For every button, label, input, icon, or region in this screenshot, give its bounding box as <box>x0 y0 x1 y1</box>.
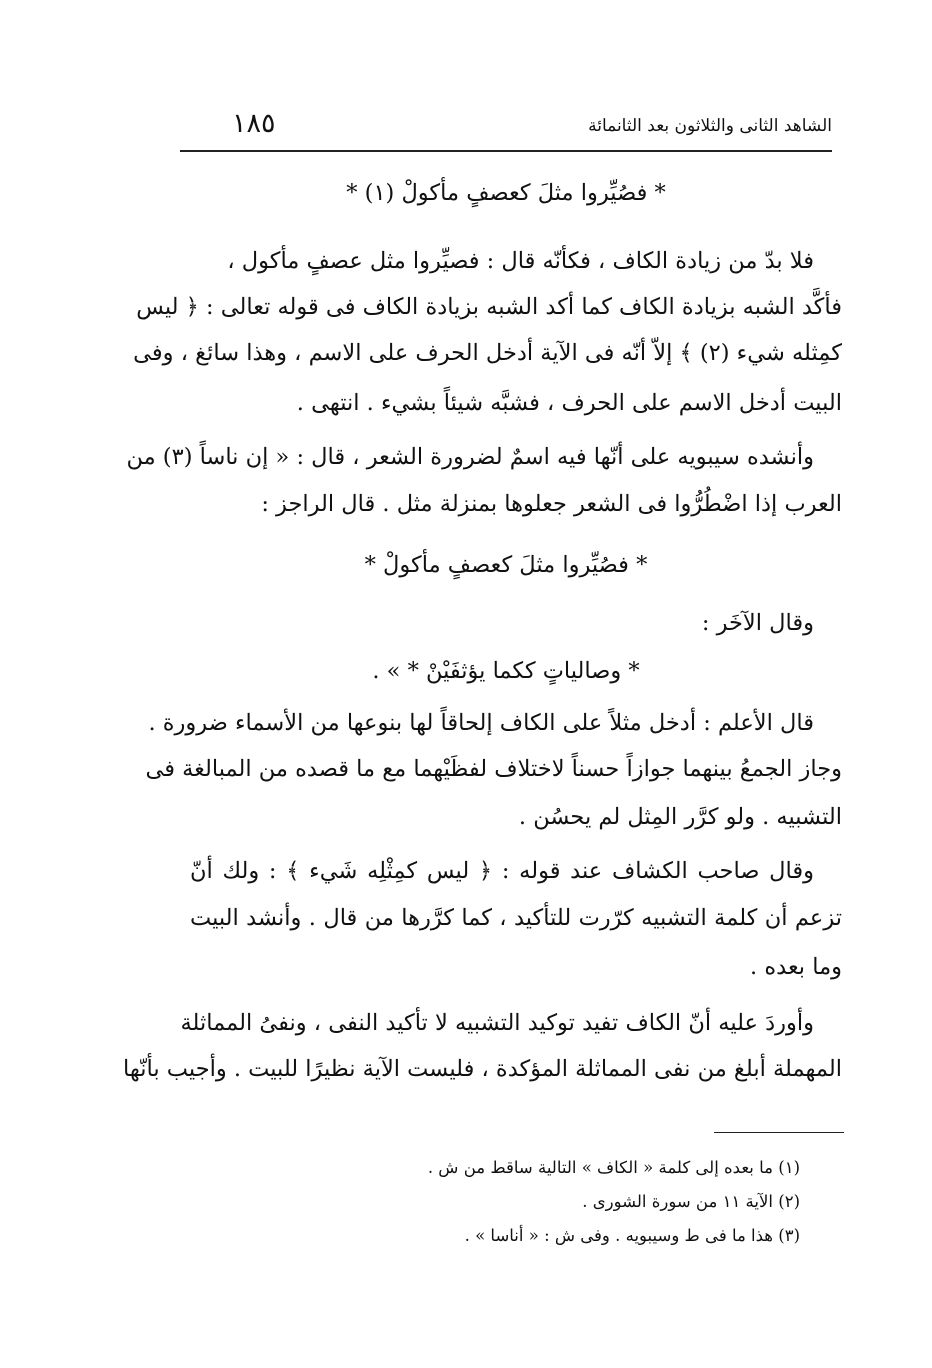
text-line: تزعم أن كلمة التشبيه كرّرت للتأكيد ، كما كرَّرها من قال . وأنشد البيت <box>190 905 842 931</box>
verse-line: * وصالياتٍ ككما يؤثفَيْنْ * » . <box>372 658 640 684</box>
text-line: العرب إذا اضْطُرُّوا فى الشعر جعلوها بمنزلة مثل . قال الراجز : <box>261 491 842 517</box>
text-line: قال الأعلم : أدخل مثلاً على الكاف إلحاقاً لها بنوعها من الأسماء ضرورة . <box>148 710 814 736</box>
text-line: وأوردَ عليه أنّ الكاف تفيد توكيد التشبيه لا تأكيد النفى ، ونفىُ المماثلة <box>180 1010 814 1036</box>
text-line: المهملة أبلغ من نفى المماثلة المؤكدة ، فليست الآية نظيرًا للبيت . وأجيب بأنّها <box>123 1056 842 1082</box>
footnote-rule <box>714 1132 844 1133</box>
page-header <box>180 108 832 148</box>
text-line: البيت أدخل الاسم على الحرف ، فشبَّه شيئاً بشيء . انتهى . <box>296 390 842 416</box>
text-line: وأنشده سيبويه على أنّها فيه اسمٌ لضرورة الشعر ، قال : « إن ناساً (٣) من <box>126 444 814 470</box>
verse-line: * فصُيِّروا مثلَ كعصفٍ مأكولْ * <box>364 552 648 578</box>
footnote: (٣) هذا ما فى ط وسيبويه . وفى ش : « أناسا » . <box>464 1226 800 1245</box>
running-title: الشاهد الثانى والثلاثون بعد الثانمائة <box>588 116 832 136</box>
page-number: ١٨٥ <box>232 108 276 139</box>
text-line: وقال صاحب الكشاف عند قوله : ﴿ ليس كمِثْلِه شَيء ﴾ : ولك أنّ <box>190 858 814 884</box>
text-line: فأكَّد الشبه بزيادة الكاف كما أكد الشبه بزيادة الكاف فى قوله تعالى : ﴿ ليس <box>136 294 842 320</box>
text-line: فلا بدّ من زيادة الكاف ، فكأنّه قال : فصيِّروا مثل عصفٍ مأكول ، <box>227 248 814 274</box>
text-line: التشبيه . ولو كرَّر المِثل لم يحسُن . <box>518 804 842 830</box>
header-rule <box>180 150 832 152</box>
text-line: وقال الآخَر : <box>701 610 814 636</box>
text-line: وجاز الجمعُ بينهما جوازاً حسناً لاختلاف لفظَيْهما مع ما قصده من المبالغة فى <box>145 756 842 782</box>
footnote: (١) ما بعده إلى كلمة « الكاف » التالية ساقط من ش . <box>427 1158 800 1177</box>
verse-line: * فصُيِّروا مثلَ كعصفٍ مأكولْ (١) * <box>346 180 666 206</box>
text-line: وما بعده . <box>750 954 842 980</box>
footnote: (٢) الآية ١١ من سورة الشورى . <box>582 1192 800 1211</box>
text-line: كمِثله شيء (٢) ﴾ إلاّ أنّه فى الآية أدخل الحرف على الاسم ، وهذا سائغ ، وفى <box>133 340 842 366</box>
